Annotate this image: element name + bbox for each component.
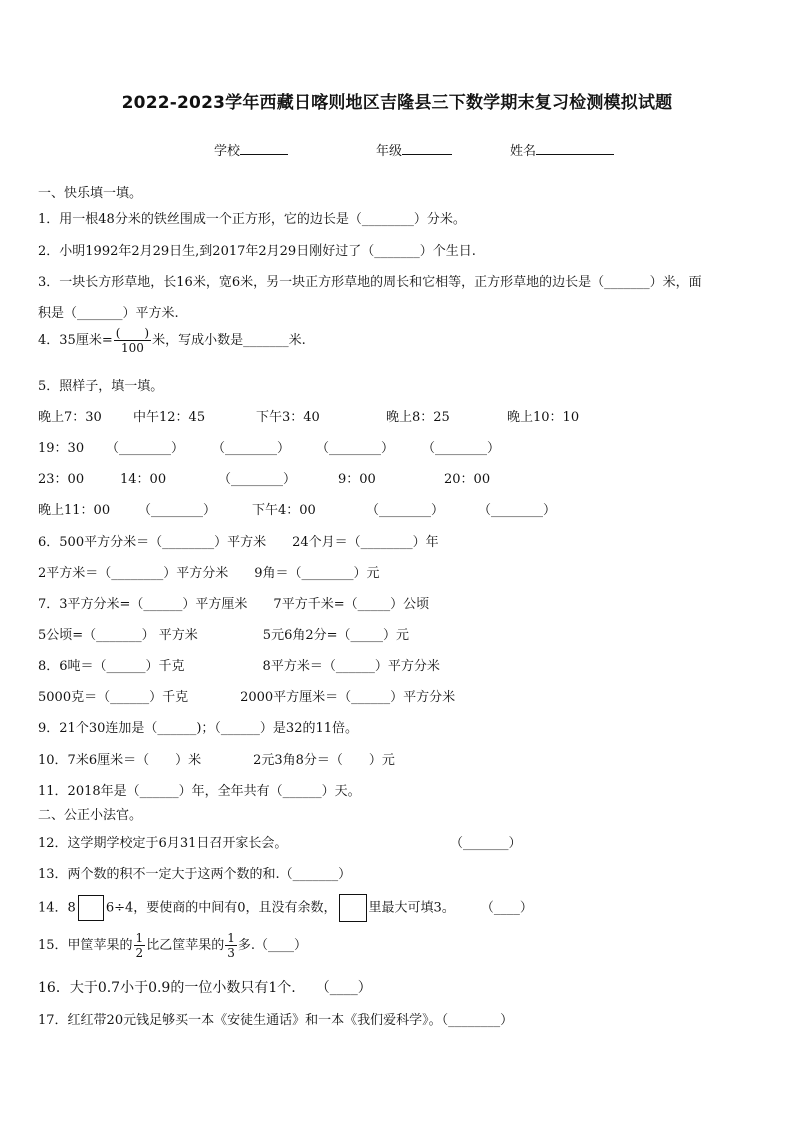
fraction <box>134 931 146 960</box>
grid-cell: 晚上11：00 <box>38 503 111 518</box>
answer-blank[interactable]: （_______） <box>450 836 522 851</box>
grid-cell: 20：00 <box>444 472 491 487</box>
fraction-denominator: 2 <box>135 946 144 960</box>
question-8-line-2: 5000克＝（______）千克 2000平方厘米＝（______）平方分米 <box>38 690 456 705</box>
grid-cell: 下午3：40 <box>256 410 320 425</box>
question-1: 1．用一根48分米的铁丝围成一个正方形，它的边长是（________）分米。 <box>38 212 466 227</box>
question-6-line-1: 6．500平方分米＝（________）平方米 24个月＝（________）年 <box>38 535 439 550</box>
fraction-numerator: 1 <box>135 931 144 945</box>
question-4 <box>38 326 306 355</box>
question-10: 10．7米6厘米＝（ ）米 2元3角8分＝（ ）元 <box>38 753 395 768</box>
question-15-middle: 比乙筐苹果的 <box>146 938 225 953</box>
grid-cell: 9：00 <box>338 472 376 487</box>
fraction-denominator: 100 <box>120 341 144 355</box>
question-14-middle: 6÷4，要使商的中间有0，且没有余数， <box>105 900 337 916</box>
question-15-suffix: 多.（____） <box>237 938 307 953</box>
grid-cell: 下午4：00 <box>252 503 316 518</box>
grade-blank[interactable] <box>402 141 452 155</box>
grid-cell: 中午12：45 <box>133 410 206 425</box>
question-12: 12．这学期学校定于6月31日召开家长会。 <box>38 836 288 851</box>
question-9: 9．21个30连加是（______)；（______）是32的11倍。 <box>38 721 359 736</box>
section-heading-2: 二、公正小法官。 <box>38 808 143 823</box>
question-15 <box>38 931 307 960</box>
answer-blank[interactable]: （________） <box>422 441 501 456</box>
question-11: 11．2018年是（______）年，全年共有（______）天。 <box>38 784 361 799</box>
answer-blank[interactable]: （________） <box>218 472 297 487</box>
fraction <box>114 326 151 355</box>
grid-cell: 19：30 <box>38 441 85 456</box>
question-3-line-2: 积是（_______）平方米. <box>38 306 179 321</box>
name-blank[interactable] <box>536 141 614 155</box>
question-6-line-2: 2平方米＝（________）平方分米 9角＝（________）元 <box>38 566 380 581</box>
fraction-denominator: 3 <box>227 946 235 960</box>
question-16-text: 16．大于0.7小于0.9的一位小数只有1个. <box>38 980 296 996</box>
page-title: 2022-2023学年西藏日喀则地区吉隆县三下数学期末复习检测模拟试题 <box>121 93 673 113</box>
name-label: 姓名 <box>510 144 537 159</box>
grade-label: 年级 <box>376 144 403 159</box>
fraction-numerator: ( ) <box>115 326 150 340</box>
question-2: 2．小明1992年2月29日生,到2017年2月29日刚好过了（_______）个生日. <box>38 244 476 259</box>
answer-blank[interactable]: （________） <box>478 503 557 518</box>
question-14-prefix: 14．8 <box>38 900 76 916</box>
answer-blank[interactable]: （________） <box>138 503 217 518</box>
grid-cell: 晚上7：30 <box>38 410 102 425</box>
question-5: 5．照样子，填一填。 <box>38 379 164 394</box>
school-field <box>214 140 288 159</box>
fraction <box>225 931 237 960</box>
grid-cell: 14：00 <box>120 472 167 487</box>
school-blank[interactable] <box>240 141 288 155</box>
grade-field <box>376 140 452 159</box>
grid-cell: 晚上8：25 <box>386 410 450 425</box>
section-heading-1: 一、快乐填一填。 <box>38 186 143 201</box>
question-7-line-1: 7．3平方分米=（______）平方厘米 7平方千米=（_____）公顷 <box>38 597 430 612</box>
answer-blank[interactable]: （________） <box>366 503 445 518</box>
grid-cell: 23：00 <box>38 472 85 487</box>
question-7-line-2: 5公顷=（_______） 平方米 5元6角2分=（_____）元 <box>38 628 410 643</box>
question-13: 13．两个数的积不一定大于这两个数的和.（_______） <box>38 867 352 882</box>
digit-box[interactable] <box>339 894 367 922</box>
answer-blank[interactable]: （____） <box>480 900 533 916</box>
question-16 <box>38 977 372 997</box>
question-3-line-1: 3．一块长方形草地，长16米，宽6米，另一块正方形草地的周长和它相等，正方形草地的边长是（_______）米，面 <box>38 275 702 290</box>
answer-blank[interactable]: （________） <box>316 441 395 456</box>
question-14 <box>38 894 533 922</box>
grid-cell: 晚上10：10 <box>507 410 580 425</box>
answer-blank[interactable]: （____） <box>315 980 372 996</box>
question-14-suffix: 里最大可填3。 <box>368 900 455 916</box>
answer-blank[interactable]: （________） <box>212 441 291 456</box>
name-field <box>510 140 614 159</box>
question-4-prefix: 4．35厘米= <box>38 333 113 348</box>
question-17: 17．红红带20元钱足够买一本《安徒生通话》和一本《我们爱科学》。（________） <box>38 1013 514 1028</box>
question-8-line-1: 8．6吨＝（______）千克 8平方米＝（______）平方分米 <box>38 659 440 674</box>
school-label: 学校 <box>214 144 241 159</box>
answer-blank[interactable]: （________） <box>106 441 185 456</box>
fraction-numerator: 1 <box>227 931 235 945</box>
question-4-suffix: 米，写成小数是_______米. <box>152 333 306 348</box>
question-15-prefix: 15．甲筐苹果的 <box>38 938 133 953</box>
digit-box[interactable] <box>78 895 104 921</box>
